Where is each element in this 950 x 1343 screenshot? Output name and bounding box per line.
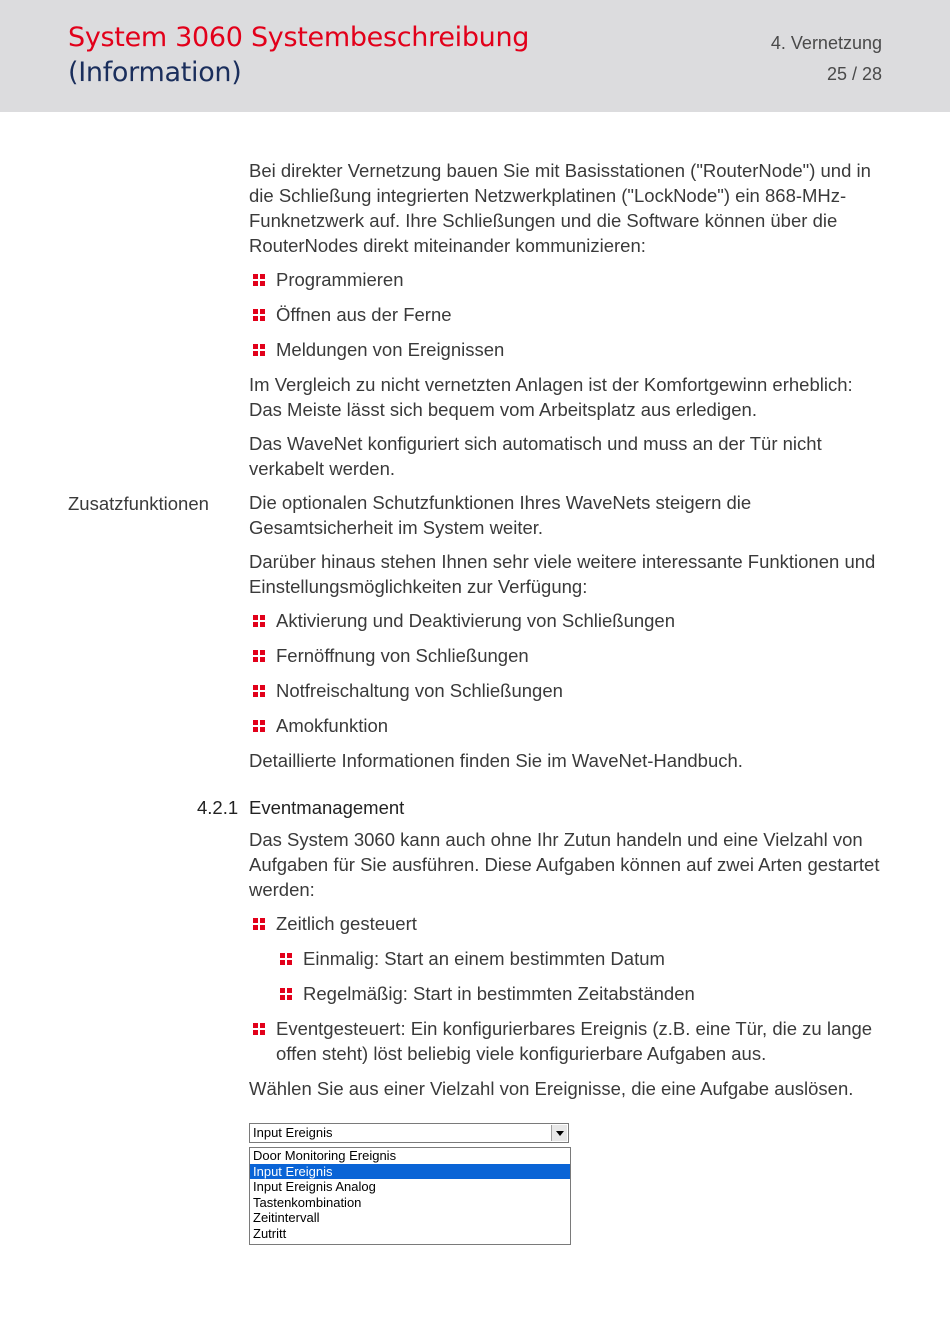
main-content xyxy=(197,158,889,1245)
list-item: Aktivierung und Deaktivierung von Schließungen xyxy=(249,608,889,633)
document-title xyxy=(68,20,529,90)
section-bullet-list xyxy=(249,911,889,1066)
bullet-icon xyxy=(253,344,265,356)
list-item: Meldungen von Ereignissen xyxy=(249,337,889,362)
dropdown-option[interactable]: Door Monitoring Ereignis xyxy=(253,1148,397,1163)
bullet-icon xyxy=(253,615,265,627)
list-item: Amokfunktion xyxy=(249,713,889,738)
section-number: 4.2.1 xyxy=(197,797,239,818)
list-item: Zeitlich gesteuert xyxy=(249,911,889,936)
bullet-icon xyxy=(253,309,265,321)
list-item: Eventgesteuert: Ein konfigurierbares Ereignis (z.B. eine Tür, die zu lange offen steht) löst beliebig viele konfigurierbare Aufgaben aus. xyxy=(249,1016,889,1066)
chapter-title: 4. Vernetzung xyxy=(770,33,882,53)
chevron-down-icon[interactable] xyxy=(551,1125,567,1141)
dropdown-option[interactable]: Input Ereignis Analog xyxy=(253,1179,376,1194)
list-item-nested: Einmalig: Start an einem bestimmten Datum xyxy=(249,946,889,971)
event-type-selected-value: Input Ereignis xyxy=(253,1125,333,1140)
dropdown-option[interactable]: Tastenkombination xyxy=(253,1194,362,1210)
side-label-zusatzfunktionen: Zusatzfunktionen xyxy=(68,493,209,514)
dropdown-option[interactable]: Zutritt xyxy=(253,1225,287,1241)
event-type-select[interactable] xyxy=(249,1123,569,1143)
bullet-icon xyxy=(280,953,292,965)
bullet-icon xyxy=(280,988,292,1000)
dropdown-option[interactable]: Zeitintervall xyxy=(253,1210,320,1225)
intro-bullet-list xyxy=(249,267,889,362)
intro-paragraph-1: Bei direkter Vernetzung bauen Sie mit Basisstationen ("RouterNode") und in die Schließung integrierten Netzwerkplatinen ("LockNode") ein 868-MHz-Funknetzwerk auf. Ihre Schließungen und die Software können über die RouterNodes direkt miteinander kommunizieren: xyxy=(249,160,871,256)
zusatz-paragraph-3: Detaillierte Informationen finden Sie im WaveNet-Handbuch. xyxy=(249,750,743,771)
section-heading xyxy=(197,795,889,820)
zusatz-paragraph-1: Die optionalen Schutzfunktionen Ihres WaveNets steigern die Gesamtsicherheit im System weiter. xyxy=(249,492,752,538)
list-item: Öffnen aus der Ferne xyxy=(249,302,889,327)
bullet-icon xyxy=(253,720,265,732)
zusatz-bullet-list xyxy=(249,608,889,738)
bullet-icon xyxy=(253,685,265,697)
bullet-icon xyxy=(253,918,265,930)
list-item: Notfreischaltung von Schließungen xyxy=(249,678,889,703)
list-item-nested: Regelmäßig: Start in bestimmten Zeitabständen xyxy=(249,981,889,1006)
title-line-2: (Information) xyxy=(68,57,242,88)
page-header xyxy=(0,0,950,112)
list-item: Programmieren xyxy=(249,267,889,292)
chapter-info xyxy=(771,28,882,90)
bullet-icon xyxy=(253,650,265,662)
page-number: 25 / 28 xyxy=(826,64,882,84)
section-title: Eventmanagement xyxy=(249,797,405,818)
dropdown-option-selected[interactable]: Input Ereignis xyxy=(250,1164,570,1180)
event-type-dropdown-list xyxy=(249,1147,571,1245)
list-item: Fernöffnung von Schließungen xyxy=(249,643,889,668)
section-paragraph-1: Das System 3060 kann auch ohne Ihr Zutun handeln und eine Vielzahl von Aufgaben für Sie ausführen. Diese Aufgaben können auf zwei Arten gestartet werden: xyxy=(249,829,880,900)
zusatz-paragraph-2: Darüber hinaus stehen Ihnen sehr viele weitere interessante Funktionen und Einstellungsmöglichkeiten zur Verfügung: xyxy=(249,551,876,597)
intro-paragraph-2: Im Vergleich zu nicht vernetzten Anlagen ist der Komfortgewinn erheblich: Das Meiste lässt sich bequem vom Arbeitsplatz aus erledigen. xyxy=(249,374,853,420)
event-type-combo-screenshot xyxy=(249,1123,569,1245)
section-paragraph-2: Wählen Sie aus einer Vielzahl von Ereignisse, die eine Aufgabe auslösen. xyxy=(249,1078,854,1099)
title-line-1: System 3060 Systembeschreibung xyxy=(68,22,530,53)
bullet-icon xyxy=(253,1023,265,1035)
intro-paragraph-3: Das WaveNet konfiguriert sich automatisch und muss an der Tür nicht verkabelt werden. xyxy=(249,433,822,479)
bullet-icon xyxy=(253,274,265,286)
